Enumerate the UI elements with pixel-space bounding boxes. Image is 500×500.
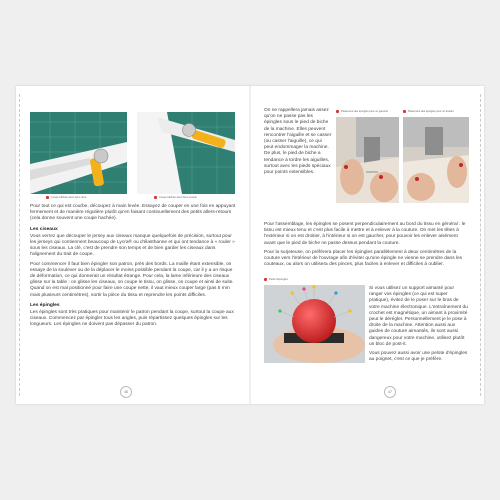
magnet-aside — [369, 286, 469, 366]
caption-left-handed: Placement des épingles pour un gaucher — [336, 110, 388, 113]
left-page — [16, 86, 250, 404]
photo1-caption: Coupe hâchée avec lame dure — [46, 196, 86, 199]
left-body-text — [30, 204, 236, 332]
right-handed-pins-photo — [403, 117, 469, 203]
caption-right-handed: Placement des épingles pour un droitier — [403, 110, 454, 113]
ciseaux-paragraph-1: Vous verrez que découper le jersey aux ciseaux manque quelquefois de précision, surtout pour les jerseys qui contiennent beaucoup de Lycra® ou d'élasthanne et qui ont tendance à « rouler » sous les ciseaux. La clé, c'est de prendre son temps et de bien garder les ciseaux dans l'alignement du trait de coupe. — [30, 233, 235, 258]
assembly-paragraph: Pour l'assemblage, les épingles se posent perpendiculairement au bord du tissu en général : le tissu est mieux tenu et c'est plus facile à mettre et à enlever à la couture. On met les têtes à l'extérieur si on est droitier, à l'intérieur si on est gaucher, pour pouvoir les enlever aisément avant que le pied de biche ne passe dessus pendant la couture. — [264, 222, 466, 246]
page-number-left: 46 — [120, 386, 132, 398]
pincushion-caption: Petits d'épingles — [264, 278, 288, 281]
intro-paragraph: Pour tout ce qui est courbe, découpez à main levée. Essayez de couper en une fois en appuyant fermement et de manière régulière plutôt qu'en faisant continuellement des petits allers-retours (cela donne souvent une coupe hachée). — [30, 204, 236, 222]
right-page — [250, 86, 484, 404]
right-body-text — [264, 222, 470, 271]
left-handed-pins-photo — [336, 117, 399, 203]
book-spread — [16, 86, 484, 404]
epingles-paragraph: Les épingles sont très pratiques pour maintenir le patron pendant la coupe, surtout la coupe aux ciseaux. Commencez par épingler tous les angles, puis répartissez quelques épingles sur les longueurs. Les épingles ne doivent pas dépasser du patron. — [30, 310, 234, 328]
ciseaux-heading: Les ciseaux — [30, 226, 58, 232]
magnet-aside-paragraph: Si vous utilisez un support aimanté pour ranger vos épingles (ce qui est super pratique), évitez de le poser sur le bras de votre machine électronique. L'entraînement du crochet est magnétique, un aimant à proximité peut le dérégler. Personnellement je le pose à droite de la machine. Attention aussi aux guides de couture aimantés, ils sont aussi dangereux pour votre machine, utilisez plutôt un bloc de post-it. — [369, 286, 468, 347]
pin-warning-text: On ne rappellera jamais assez qu'on ne passe pas les épingles sous le pied de biche de la machine. Elles peuvent rencontrer l'aiguille et se casser (ou casser l'aiguille), ce qui peut endommager la machine. De plus, le pied de biche a tendance à tordre les aiguilles, surtout avec les pieds spéciaux pour points extensibles. — [264, 108, 332, 176]
page-number-right: 47 — [384, 386, 396, 398]
photo2-caption: Coupe hâchée avec lame souple — [154, 196, 197, 199]
serger-paragraph: Pour la surjeteuse, on préfèrera placer les épingles parallèlement à deux centimètres de la couture vers l'intérieur de l'ouvrage afin d'éviter qu'une épingle ne vienne se prendre dans les couteaux, ou alors on utilisera des pinces, plus faciles à enlever et difficiles à oublier. — [264, 249, 463, 268]
wrist-pincushion-paragraph: Vous pouvez aussi avoir une pelote d'épingles au poignet, c'est ce que je préfère. — [369, 351, 468, 363]
ciseaux-paragraph-2: Pour commencer il faut bien épingler son patron, près des bords. La maille étant extensible, on essaye de la soulever ou de la déplacer le moins possible pendant la coupe, car il y a un risque de déformation, ce qui donnerait un résultat étrange. Pour cela, la lame inférieure des ciseaux glisse sur la table : on glisse les ciseaux, on coupe le tissu, on glisse, on coupe et ainsi de suite. Quand on est mal positionné pour faire une coupe nette, il vaut mieux couper large (pas 5 mm mais plusieurs centimètres), sortir la pièce du tissu et reprendre les points difficiles. — [30, 261, 234, 298]
rotary-cutter-photo-1 — [30, 112, 127, 194]
pincushion-photo — [264, 285, 365, 363]
epingles-heading: Les épingles — [30, 302, 60, 308]
rotary-cutter-photo-2 — [137, 112, 235, 194]
